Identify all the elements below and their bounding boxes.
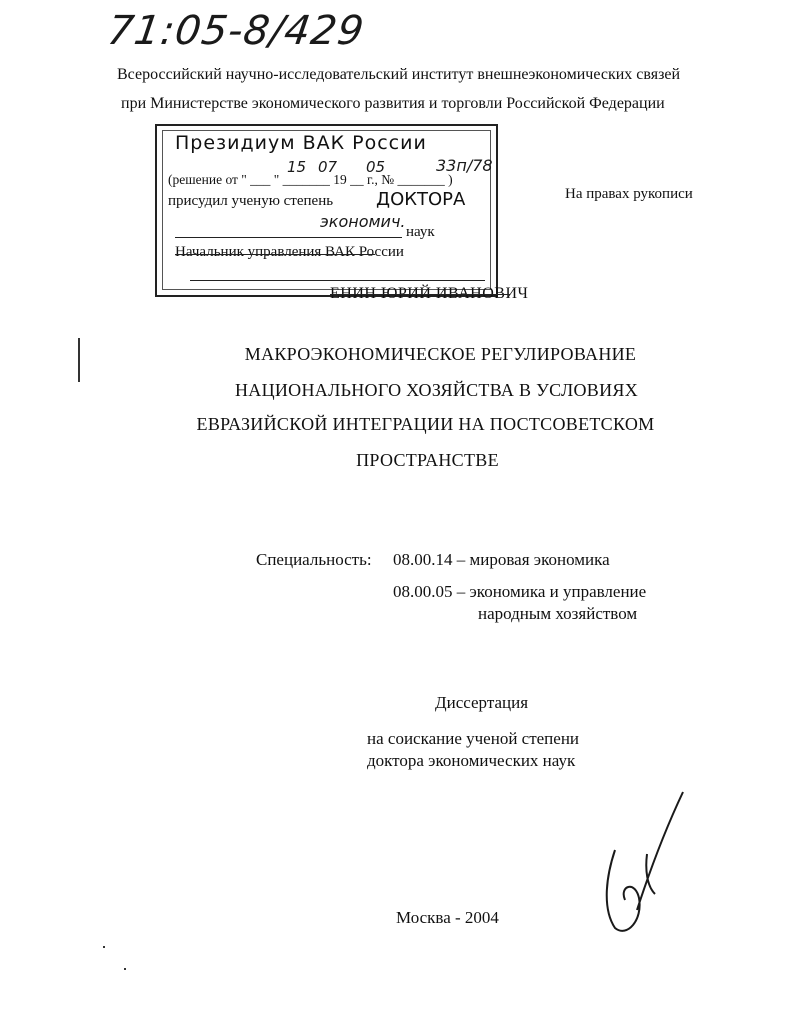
specialty-label: Специальность:	[256, 550, 372, 569]
place-and-year: Москва - 2004	[396, 908, 499, 927]
specialty-1: 08.00.14 – мировая экономика	[393, 550, 610, 569]
author-name: ЕНИН ЮРИЙ ИВАНОВИЧ	[330, 285, 529, 302]
stamp-year-handwritten: 05	[366, 158, 386, 176]
dissertation-title-line-2: НАЦИОНАЛЬНОГО ХОЗЯЙСТВА В УСЛОВИЯХ	[234, 380, 638, 400]
stamp-title: Президиум ВАК России	[175, 132, 427, 154]
stamp-number-handwritten: 33п/78	[436, 156, 493, 175]
purpose-line-2: доктора экономических наук	[367, 751, 576, 770]
institute-line-2: при Министерстве экономического развития и торговли Российской Федерации	[121, 95, 665, 112]
stamp-month-handwritten: 07	[318, 158, 338, 176]
dissertation-title-line-3: ЕВРАЗИЙСКОЙ ИНТЕГРАЦИИ НА ПОСТСОВЕТСКОМ	[196, 414, 655, 434]
stamp-head-label: Начальник управления ВАК России	[175, 244, 404, 260]
stamp-field-handwritten: экономич.	[320, 212, 406, 231]
stamp-degree: ДОКТОРА	[376, 189, 466, 210]
author-signature	[595, 790, 685, 940]
stamp-signature-line	[190, 280, 485, 281]
stamp-decision-label: (решение от " ___ " _______ 19 __ г., № _______ )	[168, 172, 453, 187]
document-type: Диссертация	[435, 693, 529, 712]
dissertation-title-line-4: ПРОСТРАНСТВЕ	[356, 450, 499, 470]
manuscript-note: На правах рукописи	[565, 186, 693, 202]
stamp-sciences-label: наук	[406, 224, 435, 240]
archive-code-handwritten: 71:05-8/429	[104, 8, 368, 54]
institute-line-1: Всероссийский научно-исследовательский институт внешнеэкономических связей	[117, 66, 681, 83]
stamp-underline	[175, 237, 402, 238]
stamp-head-strikethrough	[175, 254, 375, 255]
scan-speck	[124, 968, 126, 970]
scan-speck	[103, 946, 105, 948]
specialty-2-continuation: народным хозяйством	[478, 604, 638, 623]
purpose-line-1: на соискание ученой степени	[367, 729, 580, 748]
dissertation-title-line-1: МАКРОЭКОНОМИЧЕСКОЕ РЕГУЛИРОВАНИЕ	[244, 344, 637, 364]
stamp-awarded-label: присудил ученую степень	[168, 193, 334, 209]
vak-stamp-inner-border	[162, 130, 491, 290]
specialty-2: 08.00.05 – экономика и управление	[393, 582, 647, 601]
stamp-day-handwritten: 15	[287, 158, 307, 176]
author-strikethrough	[330, 294, 510, 295]
